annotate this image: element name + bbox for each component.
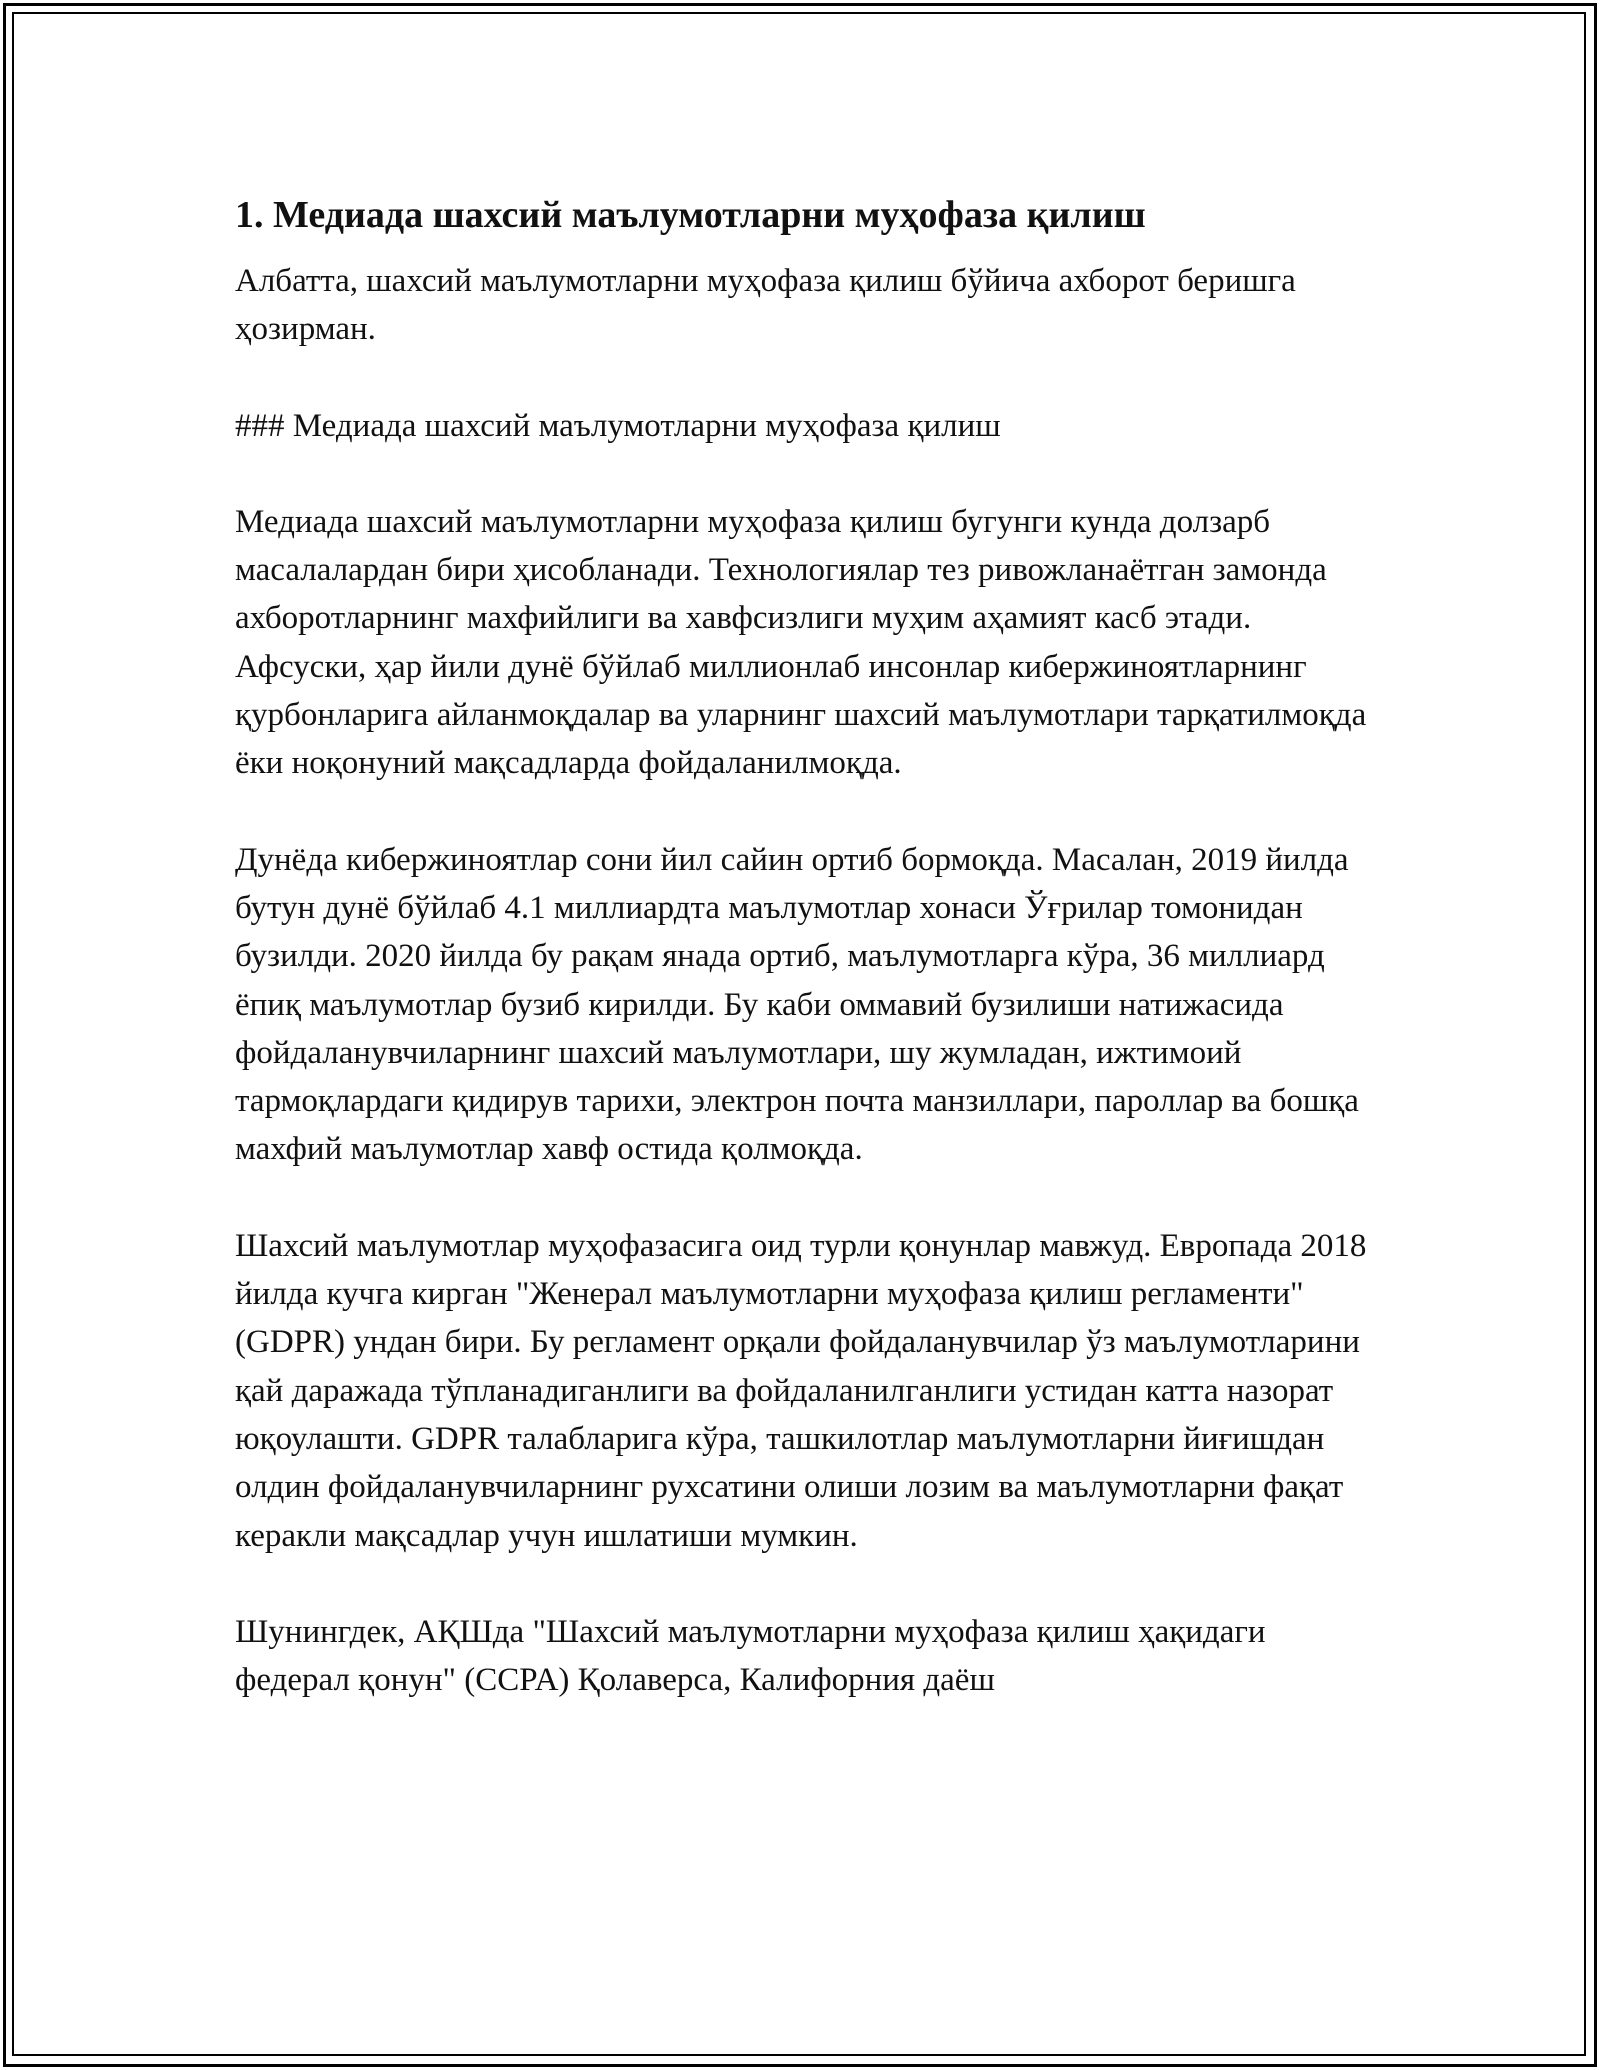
paragraph-overview: Медиада шахсий маълумотларни муҳофаза қилиш бугунги кунда долзарб масалалардан бири ҳисобланади. Технологиялар тез ривожланаётган замонда ахборотларнинг махфийлиги ва хавфсизлиги муҳим аҳамият касб этади. Афсуски, ҳар йили дунё бўйлаб миллионлаб инсонлар кибержиноятларнинг қурбонларига айланмоқдалар ва уларнинг шахсий маълумотлари тарқатилмоқда ёки ноқонуний мақсадларда фойдаланилмоқда.: [235, 503, 1367, 782]
paragraph-intro: Албатта, шахсий маълумотларни муҳофаза қилиш бўйича ахборот беришга ҳозирман.: [235, 263, 1296, 348]
paragraph-subheading: ### Медиада шахсий маълумотларни муҳофаза қилиш: [235, 407, 1001, 444]
section-heading: 1. Медиада шахсий маълумотларни муҳофаза қилиш: [235, 194, 1146, 236]
paragraph-gdpr: Шахсий маълумотлар муҳофазасига оид турли қонунлар мавжуд. Европада 2018 йилда кучга кирган "Женерал маълумотларни муҳофаза қилиш регламенти" (GDPR) ундан бири. Бу регламент орқали фойдаланувчилар ўз маълумотларини қай даражада тўпланадиганлиги ва фойдаланилганлиги устидан катта назорат юқоулашти. GDPR талабларига кўра, ташкилотлар маълумотларни йиғишдан олдин фойдаланувчиларнинг рухсатини олиши лозим ва маълумотларни фақат керакли мақсадлар учун ишлатиши мумкин.: [235, 1227, 1367, 1554]
paragraph-statistics: Дунёда кибержиноятлар сони йил сайин ортиб бормоқда. Масалан, 2019 йилда бутун дунё бўйлаб 4.1 миллиардта маълумотлар хонаси Ўғрилар томонидан бузилди. 2020 йилда бу рақам янада ортиб, маълумотларга кўра, 36 миллиард ёпиқ маълумотлар бузиб кирилди. Бу каби оммавий бузилиши натижасида фойдаланувчиларнинг шахсий маълумотлари, шу жумладан, ижтимоий тармоқлардаги қидирув тарихи, электрон почта манзиллари, пароллар ва бошқа махфий маълумотлар хавф остида қолмоқда.: [235, 841, 1359, 1168]
paragraph-usa-law: Шунингдек, АҚШда "Шахсий маълумотларни муҳофаза қилиш ҳақидаги федерал қонун" (CCPA) Қолаверса, Калифорния даёш: [235, 1613, 1266, 1699]
document-body: [235, 185, 1375, 1752]
